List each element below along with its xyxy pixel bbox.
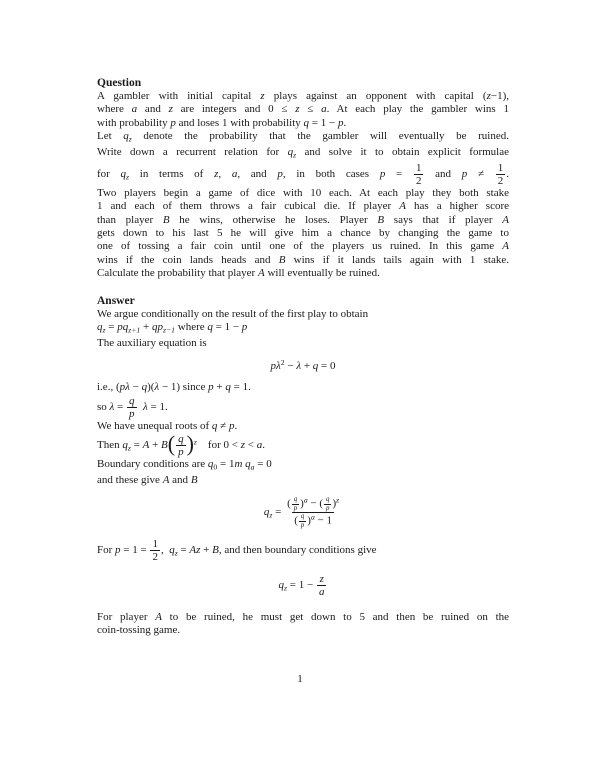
text-run: q [287, 145, 294, 158]
text-run: q [312, 360, 319, 373]
text-run: = 1 = [120, 544, 150, 557]
text-line [97, 430, 509, 459]
text-run: a [131, 103, 138, 116]
text-run: a [250, 462, 255, 472]
text-run: Calculate the probability that player [97, 267, 258, 280]
fraction [495, 162, 507, 187]
text-run: = 1 [217, 458, 235, 471]
text-run: Two players begin a game of dice with 10 each. At each play they both stake [97, 186, 509, 199]
text-run: , [160, 544, 170, 557]
text-run: = 0 [254, 458, 272, 471]
text-run: p [461, 167, 468, 180]
text-run: 2 [152, 551, 158, 564]
text-line [97, 240, 509, 253]
text-line [97, 117, 509, 130]
text-run: p [228, 419, 235, 432]
text-line [97, 90, 509, 103]
text-run: q [326, 496, 330, 504]
fraction [149, 538, 161, 563]
text-run: and solve it to obtain explicit formulae [296, 145, 509, 158]
text-run: 1 [415, 161, 422, 174]
text-line [97, 227, 509, 240]
text-run: z [127, 443, 131, 453]
text-line [97, 420, 509, 433]
text-run: − 1 [314, 514, 332, 527]
text-run: p [293, 504, 298, 512]
text-run: . [343, 116, 347, 129]
text-run: 0 [213, 462, 218, 472]
display-equation [97, 359, 509, 372]
text-run: q [120, 167, 127, 180]
text-run: z [486, 90, 491, 102]
text-run: ( [294, 514, 298, 527]
text-run: q [123, 130, 129, 143]
text-run: A [257, 267, 265, 280]
text-run: . [262, 439, 265, 452]
text-run: q [122, 439, 128, 452]
text-run: where [175, 321, 208, 334]
text-line [97, 254, 509, 267]
text-run: . [234, 419, 238, 432]
text-run: a [303, 496, 308, 506]
text-line [97, 267, 509, 280]
text-run: z [269, 510, 273, 520]
text-run: z [319, 572, 324, 585]
text-run: and loses 1 with probability [175, 116, 304, 129]
text-line [97, 103, 509, 116]
text-run: pλ [119, 381, 130, 394]
text-run: q [300, 513, 305, 521]
fraction [291, 496, 300, 512]
text-line [97, 200, 509, 213]
text-run: coin-tossing game. [97, 624, 181, 637]
text-run: q [207, 458, 214, 471]
text-run: z [126, 172, 130, 182]
text-run: z [336, 496, 340, 506]
text-run: + [140, 321, 152, 334]
text-run: z [193, 437, 197, 447]
text-run: p [129, 407, 135, 420]
fraction [298, 513, 307, 529]
text-run: 2 [280, 358, 285, 368]
fraction [126, 395, 138, 420]
text-run: λ [143, 400, 148, 413]
text-run: q [207, 321, 213, 334]
text-run: a [310, 513, 315, 523]
text-run: z [284, 582, 288, 592]
text-run: so [97, 400, 110, 413]
text-run: − 1) since [159, 381, 209, 394]
text-run: for [97, 167, 121, 180]
text-run: ( [167, 430, 176, 456]
text-run: = [105, 321, 118, 334]
text-run: and [137, 103, 169, 116]
text-line [97, 611, 509, 624]
text-run: gets down to his last 5 he will give him a chance by changing the game to [97, 227, 509, 240]
text-run: q [169, 544, 175, 557]
text-run: q [263, 506, 270, 519]
text-run: , [218, 167, 232, 180]
text-run: p [270, 360, 276, 373]
text-run: are integers and 0 ≤ [172, 103, 296, 116]
text-run: pq [117, 321, 129, 334]
text-run: = 1 − [309, 116, 338, 129]
text-run: z−1 [162, 325, 175, 335]
text-line [97, 146, 509, 162]
text-run: + [149, 439, 162, 452]
text-run: has a higher score [405, 200, 509, 213]
text-run: p [337, 116, 344, 129]
text-run: = 1 − [212, 321, 242, 334]
text-run: he wins, otherwise he loses. Player [169, 213, 378, 226]
text-run: to be ruined, he must get down to 5 and then be ruined on the [161, 610, 510, 623]
text-run: m [234, 458, 243, 471]
text-run: ( [287, 497, 291, 510]
answer-heading: Answer [97, 294, 135, 307]
text-run: q [303, 116, 310, 129]
text-run: z [128, 134, 132, 144]
text-run: where [97, 103, 132, 116]
text-run: = [177, 544, 190, 557]
text-run: p [277, 167, 283, 180]
text-run: z [168, 103, 173, 116]
text-run: , in both cases [282, 167, 380, 180]
text-run: . [506, 167, 509, 180]
text-run: B [212, 544, 219, 557]
text-run: z [295, 103, 300, 116]
text-run: )( [147, 381, 155, 394]
text-run: in terms of [129, 167, 215, 180]
text-run: = [114, 400, 127, 413]
text-run: + [213, 381, 226, 394]
text-line [97, 187, 509, 200]
text-run: A [502, 240, 509, 253]
text-line [97, 308, 509, 321]
text-line [97, 214, 509, 227]
text-run: Boundary conditions are [97, 458, 208, 471]
text-run: < [244, 439, 257, 452]
text-run: We have unequal roots of [97, 419, 212, 432]
text-run: q [211, 419, 218, 432]
text-run: ≠ [217, 419, 229, 432]
text-run: = 1 − [287, 578, 316, 591]
text-run: q [129, 394, 135, 407]
text-run: Then [97, 439, 123, 452]
text-run: p [326, 504, 330, 512]
text-run: λ [109, 400, 115, 413]
text-run: A [142, 439, 150, 452]
text-run: , and [237, 167, 278, 180]
text-run: Az [189, 544, 201, 557]
text-run: than player [97, 213, 163, 226]
question-section [97, 76, 509, 281]
text-run: A [155, 610, 162, 623]
text-run: ≠ [467, 167, 495, 180]
text-line [97, 624, 509, 637]
text-run: p [115, 544, 121, 557]
text-run: 1 and each of them throws a fair cubical die. If player [97, 200, 400, 213]
display-equation [97, 573, 509, 598]
text-run: p [170, 116, 176, 129]
text-run: ≤ [299, 103, 322, 116]
text-run: q [141, 381, 148, 394]
text-run: q [178, 433, 184, 446]
text-run: λ [275, 360, 281, 373]
text-run: a [321, 103, 327, 116]
text-run: i.e., ( [97, 381, 120, 394]
text-run: q [225, 381, 231, 394]
text-run: ) [307, 514, 311, 527]
text-run: B [278, 253, 286, 266]
text-run: B [161, 439, 168, 452]
text-line [97, 130, 509, 146]
text-run: A [399, 200, 406, 213]
text-run: q [245, 458, 251, 471]
text-run: = 0 [318, 360, 336, 373]
text-line [97, 381, 509, 394]
fraction [413, 162, 425, 187]
text-run: p [208, 381, 214, 394]
text-run: wins if the coin lands heads and [97, 253, 279, 266]
text-run: −1), [490, 90, 510, 102]
text-run: a [231, 167, 238, 180]
question-heading: Question [97, 77, 142, 89]
text-run: − [129, 381, 142, 394]
text-run: will eventually be ruined. [264, 267, 380, 280]
text-run: = [130, 439, 143, 452]
text-run: for 0 < [196, 439, 241, 452]
text-run: ) [186, 430, 194, 456]
text-run: − ( [307, 497, 324, 510]
text-run: z+1 [128, 325, 141, 335]
text-run: says that if player [384, 213, 503, 226]
text-line [97, 395, 509, 420]
text-line [97, 337, 509, 350]
text-run: p [241, 321, 248, 334]
text-run: = [385, 167, 413, 180]
text-line [97, 538, 509, 563]
text-run: z [260, 90, 265, 102]
answer-section [97, 294, 509, 638]
text-run: z [293, 150, 297, 160]
text-run: , and then boundary conditions give [218, 544, 377, 557]
text-run: denote the probability that the gambler will eventually be ruined. [131, 130, 509, 143]
text-run: The auxiliary equation is [97, 336, 207, 349]
text-run: . At each play the gambler wins 1 [326, 103, 509, 116]
page-number: 1 [297, 673, 303, 685]
text-run: z [214, 167, 219, 180]
fraction [316, 573, 328, 598]
text-line [97, 321, 509, 337]
text-run: B [162, 213, 170, 226]
text-run: and [424, 167, 462, 180]
text-run: one of tossing a fair coin until one of the players us ruined. In this game [97, 240, 503, 253]
text-run: q [97, 321, 103, 334]
text-run: Let [97, 130, 124, 143]
text-run: For player [97, 610, 156, 623]
text-run: a [256, 439, 263, 452]
text-run: qp [151, 321, 163, 334]
text-run: z [240, 439, 245, 452]
fraction [175, 433, 187, 458]
text-run: p [300, 521, 305, 529]
fraction [284, 496, 342, 529]
text-run: 1 [497, 161, 504, 174]
text-run: 2 [415, 174, 422, 187]
text-run: wins if it lands tails again with 1 stake. [285, 253, 509, 266]
text-run: B [190, 474, 198, 486]
text-run: We argue conditionally on the result of the first play to obtain [97, 307, 369, 320]
text-run: a [318, 585, 325, 598]
text-run: z [102, 325, 106, 335]
text-line [97, 474, 509, 487]
text-run: and [169, 474, 191, 486]
text-run: 1 [152, 538, 158, 551]
text-run: A [162, 474, 170, 486]
answer-body [97, 308, 509, 638]
text-line [97, 458, 509, 474]
text-run: with probability [97, 116, 171, 129]
text-run: = 1. [147, 400, 168, 413]
text-run: p [178, 446, 184, 459]
question-body [97, 90, 509, 281]
text-run: ) [300, 497, 304, 510]
text-run: 2 [497, 174, 504, 187]
text-run: z [174, 548, 178, 558]
text-run: λ [296, 360, 302, 373]
text-run: + [200, 544, 213, 557]
text-run: p [379, 167, 386, 180]
text-run: For [97, 544, 116, 557]
text-run: Write down a recurrent relation for [97, 145, 288, 158]
text-run: q [293, 496, 298, 504]
text-run: and these give [97, 474, 163, 486]
text-run: + [301, 360, 313, 373]
text-line [97, 162, 509, 187]
text-run: λ [154, 381, 160, 394]
display-equation [97, 496, 509, 529]
text-run: = 1. [230, 381, 251, 394]
text-run: = [272, 506, 285, 519]
text-run: A gambler with initial capital [97, 90, 261, 102]
text-run: − [284, 360, 297, 373]
text-run: q [278, 578, 285, 591]
text-run: ) [332, 497, 337, 510]
text-run: plays against an opponent with capital ( [264, 90, 487, 102]
text-run: B [377, 213, 385, 226]
text-run: A [502, 213, 509, 226]
